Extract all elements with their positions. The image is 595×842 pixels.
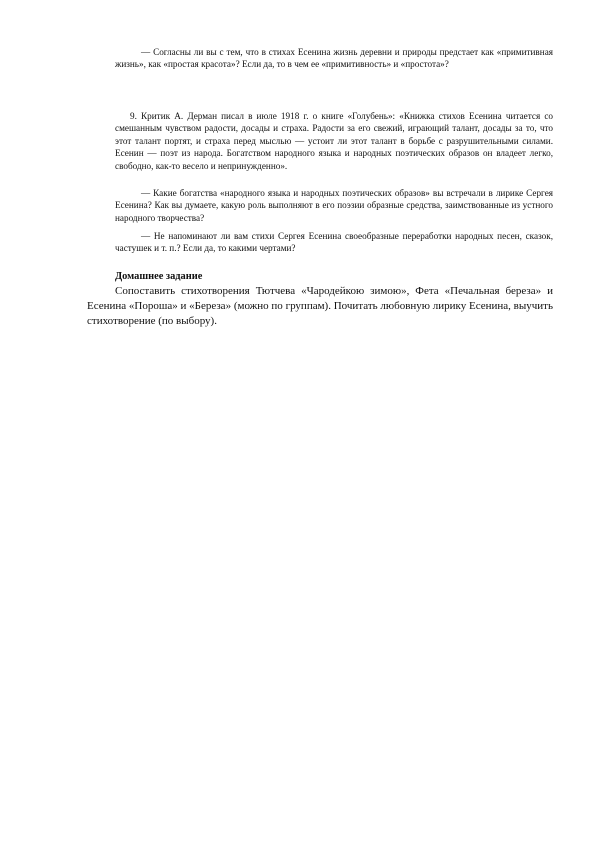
question-9-dermant-quote: 9. Критик А. Дерман писал в июле 1918 г. о книге «Голубень»: «Книжка стихов Есенина читается со смешанным чувством радости, досады и страха. Радости за его свежий, играющий талант, досады за то, что этот талант портят, и страха перед мыслью — устоит ли этот талант в борьбе с разрушительными силами. Есенин — поэт из народа. Богатством народного языка и народных поэтических образов он владеет легко, свободно, как-то весело и непринужденно».: [115, 111, 553, 171]
homework-heading: Домашнее задание: [115, 271, 203, 282]
question-9-folk-reworkings: — Не напоминают ли вам стихи Сергея Есенина своеобразные переработки народных песен, сказок, частушек и т. п.? Если да, то какими чертами?: [115, 231, 553, 254]
question-primitive-life: — Согласны ли вы с тем, что в стихах Есенина жизнь деревни и природы предстает как «примитивная жизнь», как «простая красота»? Если да, то в чем ее «примитивность» и «простота»?: [115, 47, 553, 70]
homework-text: Сопоставить стихотворения Тютчева «Чародейкою зимою», Фета «Печальная береза» и Есенина «Пороша» и «Береза» (можно по группам). Почитать любовную лирику Есенина, выучить стихотворение (по выбору).: [87, 285, 553, 327]
question-9-folk-language: — Какие богатства «народного языка и народных поэтических образов» вы встречали в лирике Сергея Есенина? Как вы думаете, какую роль выполняют в его поэзии образные средства, заимствованные из устного народного творчества?: [115, 188, 553, 223]
